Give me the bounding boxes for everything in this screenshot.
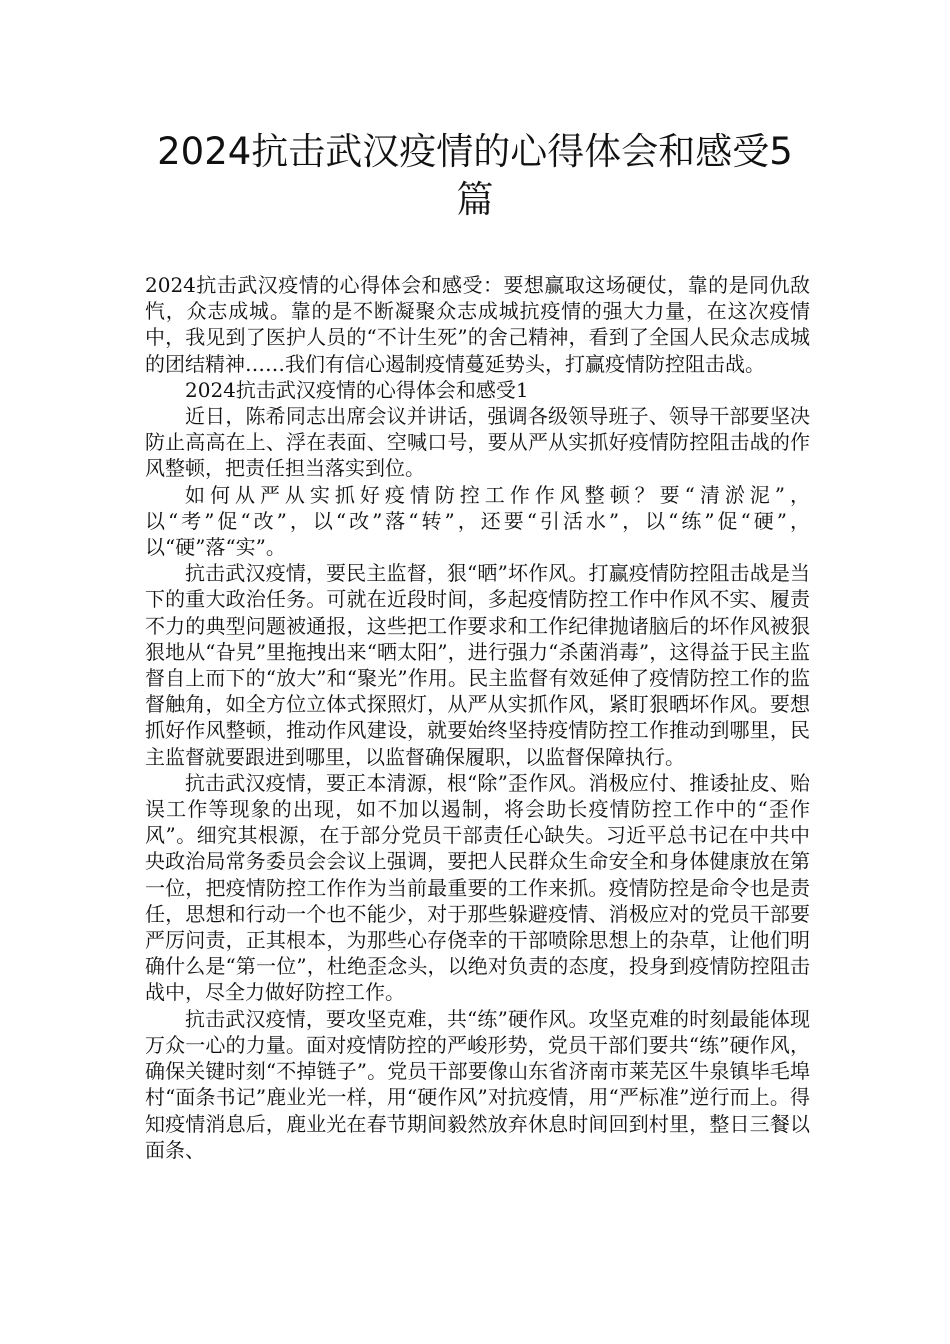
document-body xyxy=(145,272,810,1163)
paragraph: 近日，陈希同志出席会议并讲话，强调各级领导班子、领导干部要坚决防止高高在上、浮在表面、空喊口号，要从严从实抓好疫情防控阻击战的作风整顿，把责任担当落实到位。 xyxy=(145,404,810,481)
paragraph-intro: 2024抗击武汉疫情的心得体会和感受：要想赢取这场硬仗，靠的是同仇敌忾，众志成城。靠的是不断凝聚众志成城抗疫情的强大力量，在这次疫情中，我见到了医护人员的“不计生死”的舍己精神，看到了全国人民众志成城的团结精神……我们有信心遏制疫情蔓延势头，打赢疫情防控阻击战。 xyxy=(145,273,810,376)
paragraph: 抗击武汉疫情，要攻坚克难，共“练”硬作风。攻坚克难的时刻最能体现万众一心的力量。面对疫情防控的严峻形势，党员干部们要共“练”硬作风，确保关键时刻“不掉链子”。党员干部要像山东省济南市莱芜区牛泉镇毕毛埠村“面条书记”鹿业光一样，用“硬作风”对抗疫情，用“严标准”逆行而上。得知疫情消息后，鹿业光在春节期间毅然放弃休息时间回到村里，整日三餐以面条、 xyxy=(145,1006,810,1162)
paragraph: 抗击武汉疫情，要民主监督，狠“晒”坏作风。打赢疫情防控阻击战是当下的重大政治任务。可就在近段时间，多起疫情防控工作中作风不实、履责不力的典型问题被通报，这些把工作要求和工作纪律抛诸脑后的坏作风被狠狠地从“旮旯”里拖拽出来“晒太阳”，进行强力“杀菌消毒”，这得益于民主监督自上而下的“放大”和“聚光”作用。民主监督有效延伸了疫情防控工作的监督触角，如全方位立体式探照灯，从严从实抓作风，紧盯狠晒坏作风。要想抓好作风整顿，推动作风建设，就要始终坚持疫情防控工作推动到哪里，民主监督就要跟进到哪里，以监督确保履职，以监督保障执行。 xyxy=(145,561,810,769)
section-heading: 2024抗击武汉疫情的心得体会和感受1 xyxy=(185,377,529,402)
paragraph: 抗击武汉疫情，要正本清源，根“除”歪作风。消极应付、推诿扯皮、贻误工作等现象的出现，如不加以遏制，将会助长疫情防控工作中的“歪作风”。细究其根源，在于部分党员干部责任心缺失。习近平总书记在中共中央政治局常务委员会会议上强调，要把人民群众生命安全和身体健康放在第一位，把疫情防控工作作为当前最重要的工作来抓。疫情防控是命令也是责任，思想和行动一个也不能少，对于那些躲避疫情、消极应对的党员干部要严厉问责，正其根本，为那些心存侥幸的干部喷除思想上的杂草，让他们明确什么是“第一位”，杜绝歪念头，以绝对负责的态度，投身到疫情防控阻击战中，尽全力做好防控工作。 xyxy=(145,770,810,1005)
paragraph: 如何从严从实抓好疫情防控工作作风整顿？要“清淤泥”，以“考”促“改”，以“改”落“转”，还要“引活水”，以“练”促“硬”，以“硬”落“实”。 xyxy=(145,482,810,560)
document-title: 2024抗击武汉疫情的心得体会和感受5篇 xyxy=(157,130,793,221)
